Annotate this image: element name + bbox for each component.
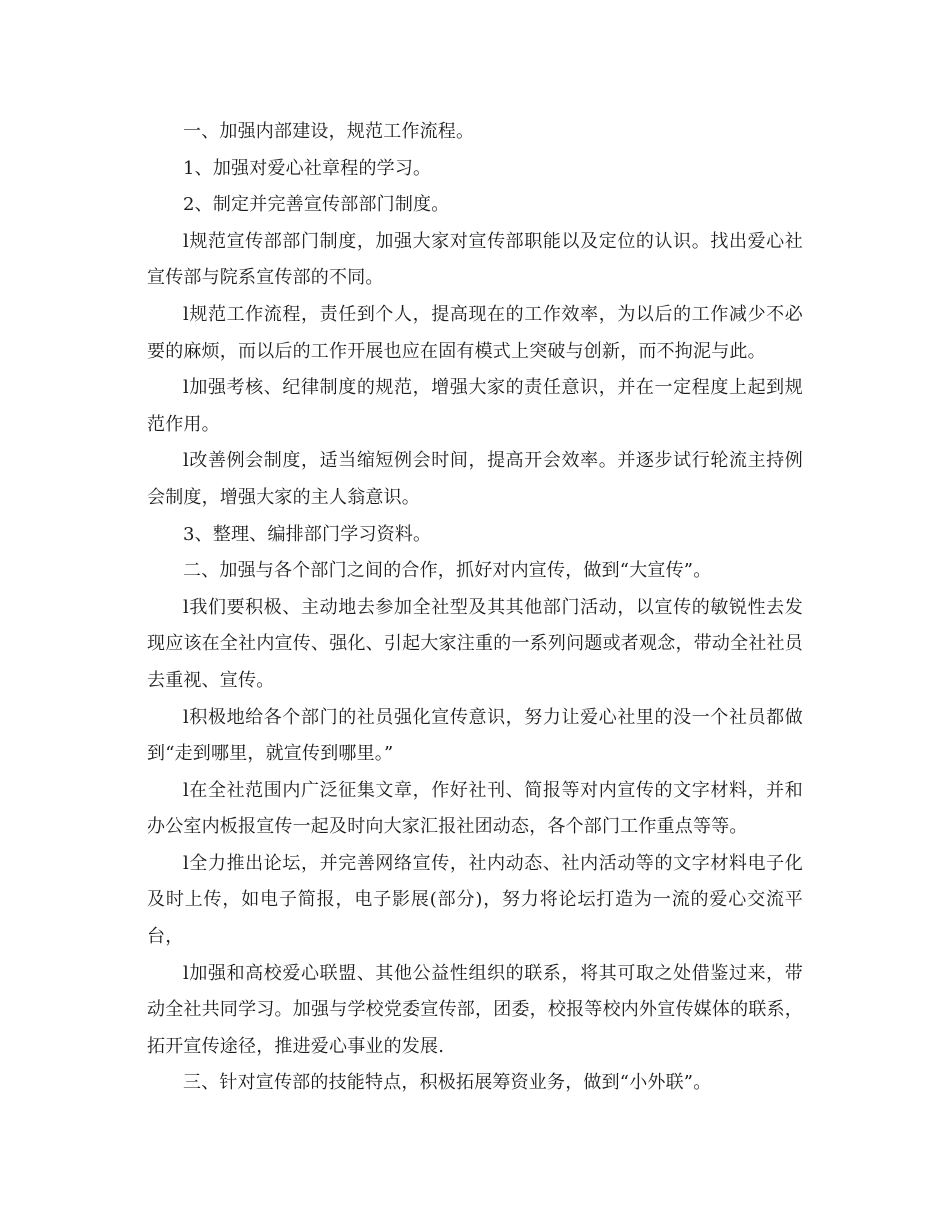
bullet-paragraph: l规范工作流程，责任到个人，提高现在的工作效率，为以后的工作减少不必要的麻烦，而以后的工作开展也应在固有模式上突破与创新，而不拘泥与此。 [147,303,803,362]
bullet-paragraph: l加强和高校爱心联盟、其他公益性组织的联系，将其可取之处借鉴过来，带动全社共同学习。加强与学校党委宣传部，团委，校报等校内外宣传媒体的联系，拓开宣传途径，推进爱心事业的发展. [147,962,803,1057]
bullet-paragraph: l全力推出论坛，并完善网络宣传，社内动态、社内活动等的文字材料电子化及时上传，如电子简报，电子影展(部分)，努力将论坛打造为一流的爱心交流平台， [147,852,803,948]
list-item-1: 1、加强对爱心社章程的学习。 [183,157,432,179]
section-heading-1: 一、加强内部建设，规范工作流程。 [183,121,475,142]
section-heading-3: 三、针对宣传部的技能特点，积极拓展筹资业务，做到“小外联”。 [183,1072,712,1094]
section-heading-2: 二、加强与各个部门之间的合作，抓好对内宣传，做到“大宣传”。 [183,560,712,582]
list-item-3: 3、整理、编排部门学习资料。 [183,523,432,545]
bullet-paragraph: l改善例会制度，适当缩短例会时间，提高开会效率。并逐步试行轮流主持例会制度，增强大家的主人翁意识。 [147,450,803,508]
bullet-paragraph: l我们要积极、主动地去参加全社型及其其他部门活动，以宣传的敏锐性去发现应该在全社内宣传、强化、引起大家注重的一系列问题或者观念，带动全社社员去重视、宣传。 [147,596,803,691]
bullet-paragraph: l在全社范围内广泛征集文章，作好社刊、简报等对内宣传的文字材料，并和办公室内板报宣传一起及时向大家汇报社团动态，各个部门工作重点等等。 [147,779,803,838]
bullet-paragraph: l加强考核、纪律制度的规范，增强大家的责任意识，并在一定程度上起到规范作用。 [147,377,803,435]
list-item-2: 2、制定并完善宣传部部门制度。 [183,194,450,216]
bullet-paragraph: l积极地给各个部门的社员强化宣传意识，努力让爱心社里的没一个社员都做到“走到哪里，就宣传到哪里。” [147,706,803,765]
bullet-paragraph: l规范宣传部部门制度，加强大家对宣传部职能以及定位的认识。找出爱心社宣传部与院系宣传部的不同。 [147,230,803,289]
document-body [147,114,803,1102]
